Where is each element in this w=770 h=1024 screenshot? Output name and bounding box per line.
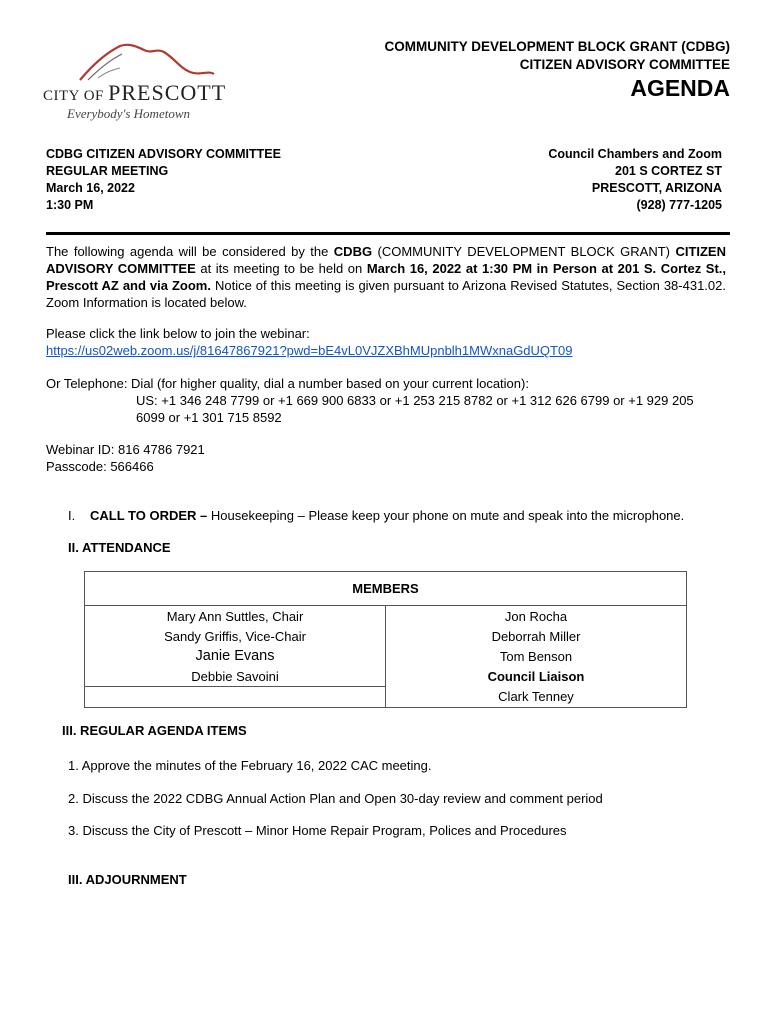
logo-tagline: Everybody's Hometown <box>67 106 190 121</box>
committee-name: CDBG CITIZEN ADVISORY COMMITTEE <box>46 147 281 161</box>
title-line-1: COMMUNITY DEVELOPMENT BLOCK GRANT (CDBG) <box>384 39 730 54</box>
member-cell: Deborrah Miller <box>386 626 687 646</box>
table-row <box>85 646 687 666</box>
member-cell: Jon Rocha <box>386 606 687 627</box>
section-adjournment: III. ADJOURNMENT <box>68 872 187 887</box>
meeting-info <box>46 146 281 214</box>
table-row <box>85 626 687 646</box>
members-header: MEMBERS <box>85 572 687 606</box>
title-line-2: CITIZEN ADVISORY COMMITTEE <box>519 57 730 72</box>
city-state: PRESCOTT, ARIZONA <box>591 181 722 195</box>
street-address: 201 S CORTEZ ST <box>615 164 722 178</box>
section-call-to-order: I. CALL TO ORDER – Housekeeping – Please keep your phone on mute and speak into the microphone. <box>68 508 685 523</box>
section-attendance: II. ATTENDANCE <box>68 540 171 555</box>
webinar-id: Webinar ID: 816 4786 7921 <box>46 442 205 457</box>
table-row <box>85 606 687 627</box>
intro-paragraph: The following agenda will be considered by the CDBG (COMMUNITY DEVELOPMENT BLOCK GRANT) CITIZEN ADVISORY COMMITTEE at its meeting to be held on March 16, 2022 at 1:30 PM in Person at 201 S. Cortez St., Prescott AZ and via Zoom. Notice of this meeting is given pursuant to Arizona Revised Statutes, Section 38-431.02. Zoom Information is located below. <box>46 244 726 310</box>
passcode: Passcode: 566466 <box>46 459 154 474</box>
webinar-link[interactable]: https://us02web.zoom.us/j/81647867921?pwd=bE4vL0VJZXBhMUpnblh1MWxnaGdUQT09 <box>46 343 573 358</box>
agenda-heading: AGENDA <box>630 75 730 101</box>
members-table <box>84 571 687 708</box>
header-divider <box>46 232 730 235</box>
agenda-item: 3. Discuss the City of Prescott – Minor Home Repair Program, Polices and Procedures <box>68 823 567 838</box>
member-cell: Mary Ann Suttles, Chair <box>85 606 386 627</box>
council-liaison-label: Council Liaison <box>386 666 687 687</box>
webinar-prompt: Please click the link below to join the webinar: <box>46 326 310 341</box>
meeting-date: March 16, 2022 <box>46 181 135 195</box>
meeting-time: 1:30 PM <box>46 198 94 212</box>
member-cell: Sandy Griffis, Vice-Chair <box>85 626 386 646</box>
section-regular-agenda: III. REGULAR AGENDA ITEMS <box>62 723 247 738</box>
member-cell: Janie Evans <box>85 646 386 666</box>
venue: Council Chambers and Zoom <box>548 147 722 161</box>
document-title <box>385 38 731 74</box>
phone-number: (928) 777-1205 <box>636 198 722 212</box>
telephone-numbers: US: +1 346 248 7799 or +1 669 900 6833 or +1 253 215 8782 or +1 312 626 6799 or +1 929 205 6099 or +1 301 715 8592 <box>136 393 694 425</box>
telephone-label: Or Telephone: Dial (for higher quality, dial a number based on your current location): <box>46 376 529 391</box>
member-cell <box>85 687 386 708</box>
meeting-location <box>548 146 722 214</box>
agenda-item: 2. Discuss the 2022 CDBG Annual Action Plan and Open 30-day review and comment period <box>68 791 603 806</box>
agenda-item: 1. Approve the minutes of the February 16, 2022 CAC meeting. <box>68 758 432 773</box>
member-cell: Tom Benson <box>386 646 687 666</box>
meeting-type: REGULAR MEETING <box>46 164 169 178</box>
member-cell: Debbie Savoini <box>85 666 386 687</box>
logo-wordmark: CITY OF PRESCOTT <box>43 80 227 105</box>
table-row <box>85 687 687 708</box>
city-logo <box>40 40 227 132</box>
member-cell: Clark Tenney <box>386 687 687 708</box>
table-row <box>85 666 687 687</box>
